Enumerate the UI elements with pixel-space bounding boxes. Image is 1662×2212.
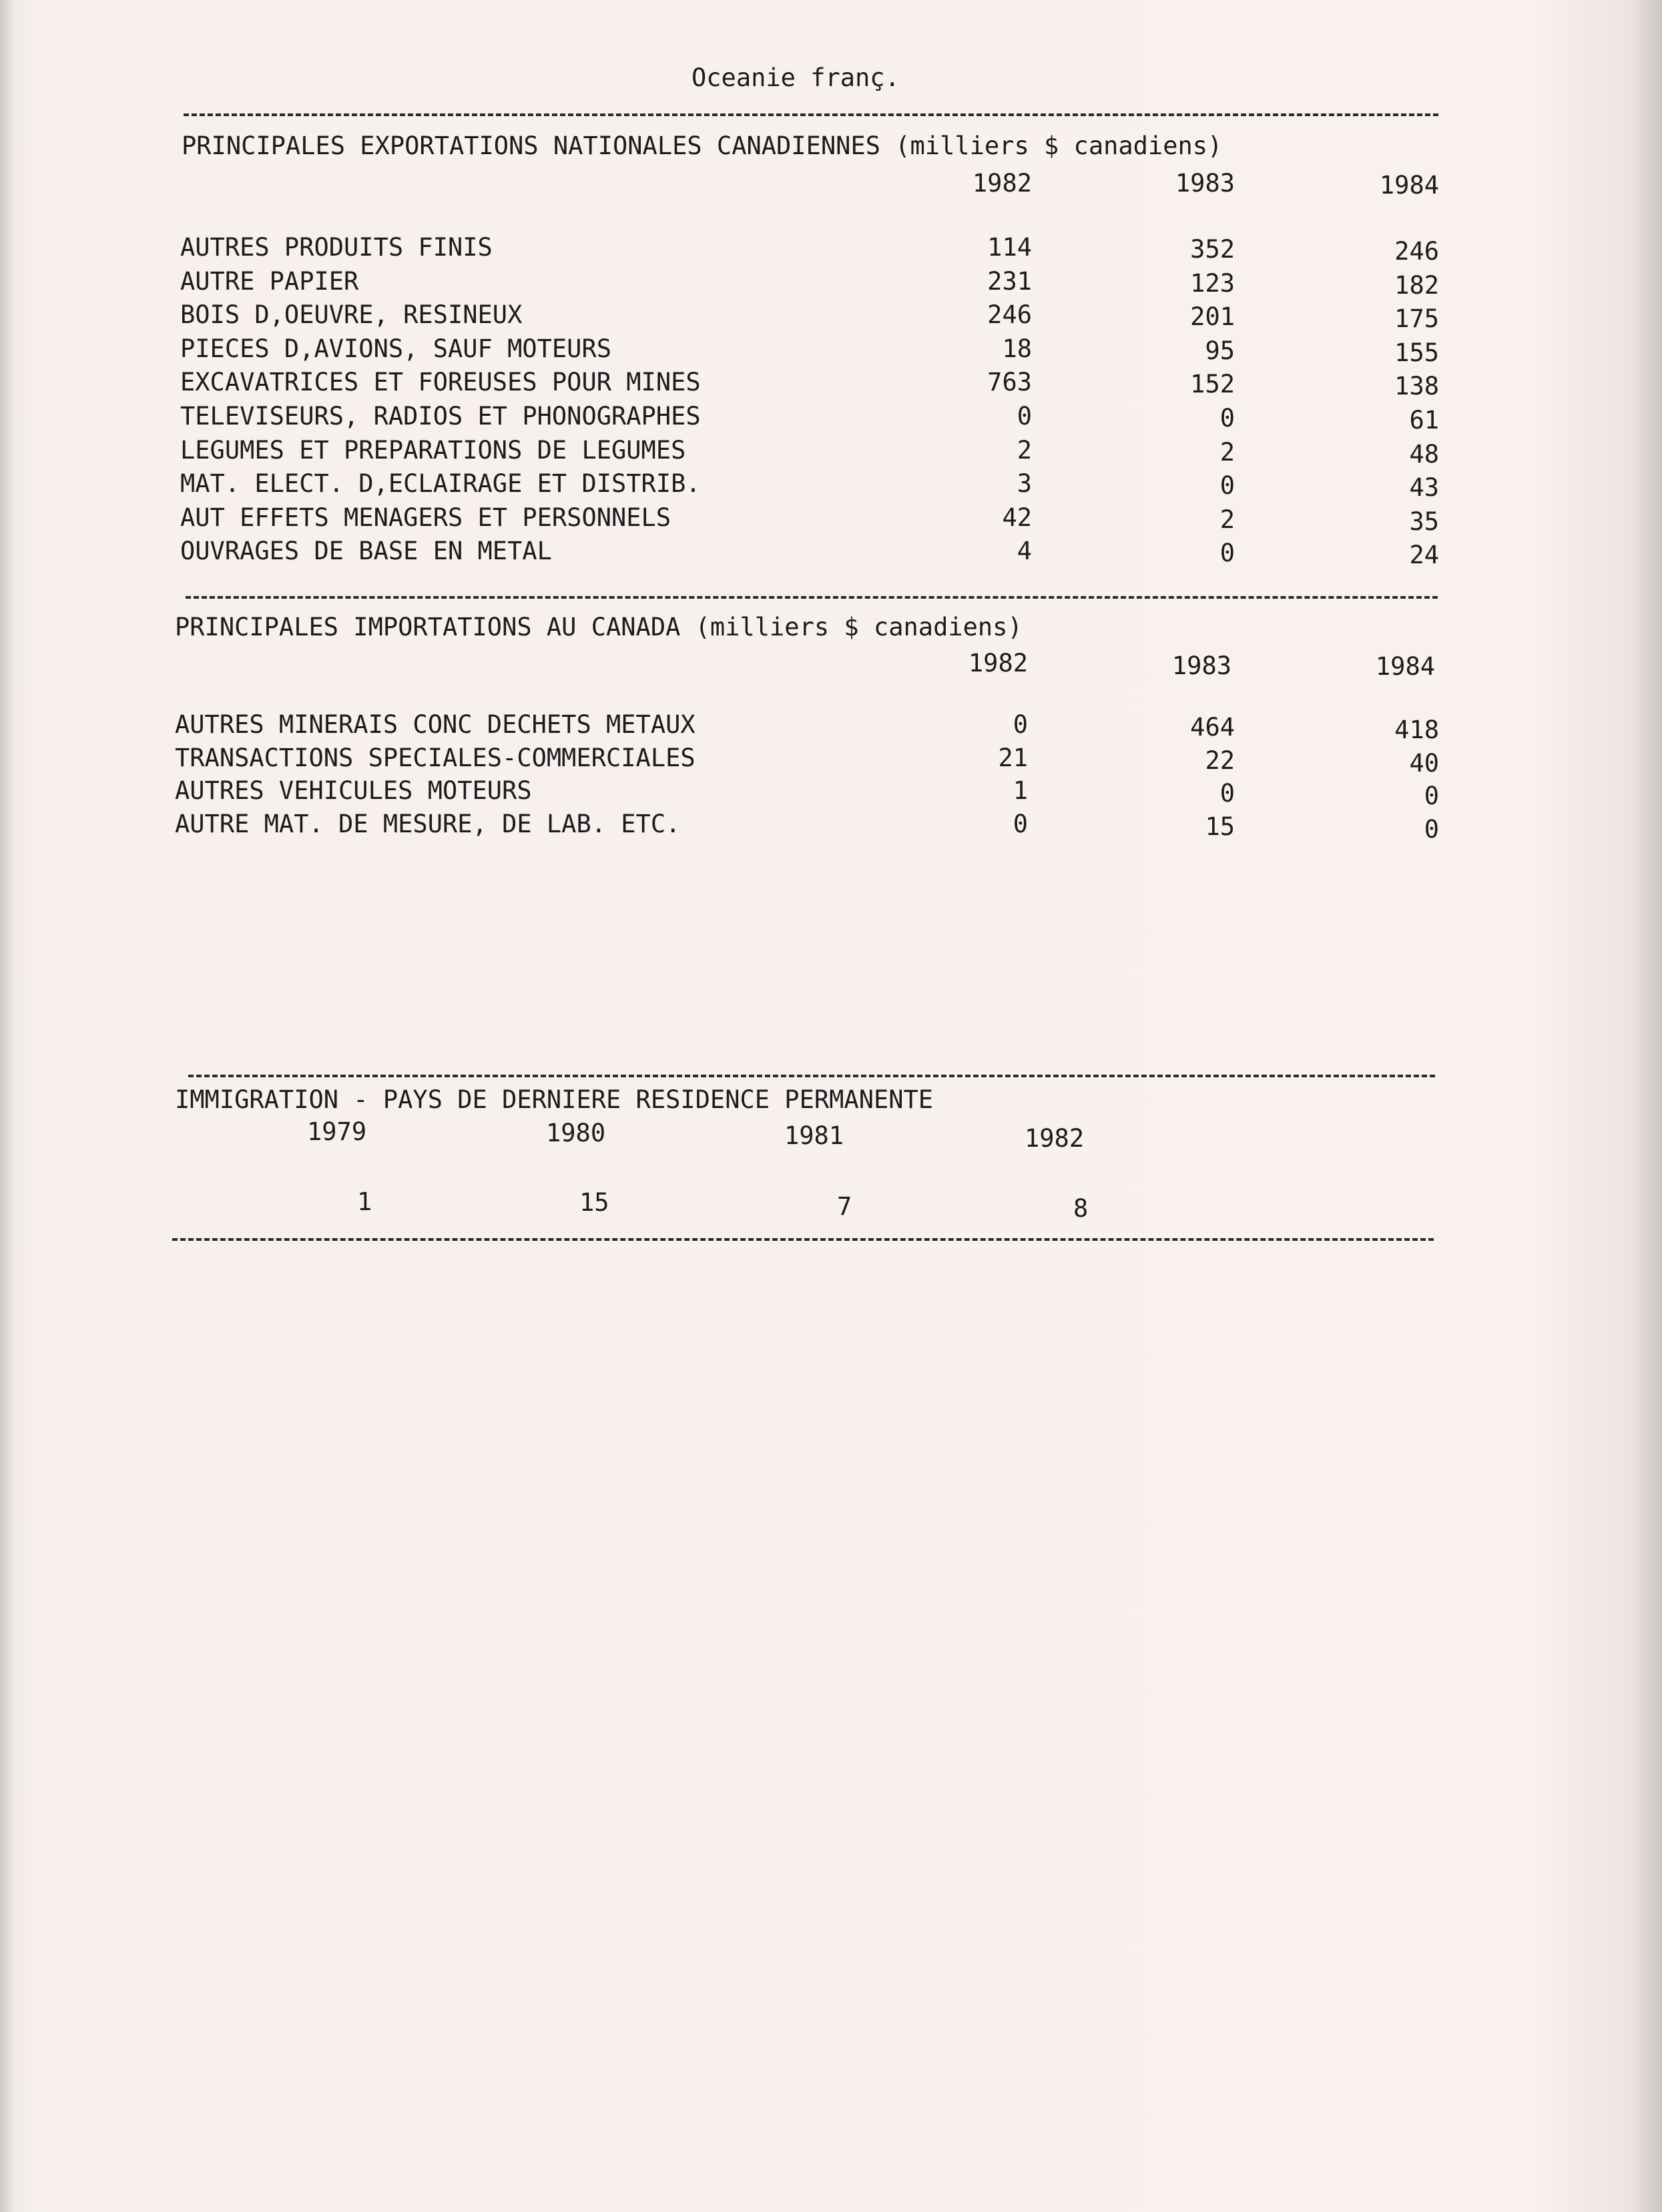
page-edge-right (1629, 0, 1662, 2212)
immigration-year-1982: 1982 (1025, 1124, 1085, 1153)
exports-title: PRINCIPALES EXPORTATIONS NATIONALES CANADIENNES (milliers $ canadiens) (182, 131, 1223, 160)
exports-year-1983: 1983 (1175, 169, 1235, 198)
immigration-value-1979: 1 (357, 1187, 372, 1216)
divider (184, 113, 1438, 116)
row-label: TELEVISEURS, RADIOS ET PHONOGRAPHES (180, 402, 701, 431)
row-label: AUT EFFETS MENAGERS ET PERSONNELS (180, 503, 671, 532)
row-value: 0 (1424, 782, 1439, 810)
row-value: 418 (1394, 716, 1439, 744)
row-value: 0 (1424, 814, 1439, 844)
imports-year-1983: 1983 (1171, 651, 1231, 680)
row-value: 763 (987, 368, 1032, 397)
row-value: 246 (987, 300, 1032, 330)
immigration-year-1981: 1981 (784, 1121, 844, 1150)
imports-year-1982: 1982 (968, 649, 1028, 677)
row-value: 175 (1394, 304, 1439, 334)
divider (172, 1238, 1434, 1241)
row-value: 0 (1219, 779, 1235, 808)
immigration-value-1980: 15 (579, 1188, 609, 1217)
row-value: 3 (1017, 469, 1032, 499)
exports-year-1982: 1982 (972, 169, 1032, 198)
row-value: 15 (1205, 812, 1235, 841)
row-label: BOIS D,OEUVRE, RESINEUX (180, 300, 523, 330)
immigration-value-1982: 8 (1073, 1194, 1089, 1223)
page-header: Oceanie franç. (691, 63, 900, 92)
row-value: 246 (1394, 237, 1439, 266)
row-value: 182 (1394, 270, 1439, 300)
immigration-year-1980: 1980 (546, 1119, 606, 1147)
row-value: 155 (1394, 338, 1439, 367)
divider (188, 1075, 1435, 1077)
row-value: 42 (1002, 503, 1032, 532)
row-value: 18 (1002, 334, 1032, 363)
row-label: AUTRES MINERAIS CONC DECHETS METAUX (175, 710, 696, 739)
row-value: 0 (1017, 402, 1032, 431)
row-value: 123 (1190, 268, 1235, 298)
row-value: 231 (987, 266, 1032, 296)
row-label: AUTRES VEHICULES MOTEURS (175, 776, 532, 805)
row-label: TRANSACTIONS SPECIALES-COMMERCIALES (175, 743, 696, 772)
row-value: 352 (1190, 235, 1235, 264)
row-value: 0 (1219, 471, 1235, 501)
row-value: 152 (1190, 370, 1235, 399)
row-value: 0 (1219, 539, 1235, 568)
row-value: 464 (1190, 713, 1235, 742)
row-label: EXCAVATRICES ET FOREUSES POUR MINES (180, 368, 701, 397)
imports-title: PRINCIPALES IMPORTATIONS AU CANADA (milliers $ canadiens) (175, 613, 1023, 641)
row-value: 4 (1017, 537, 1032, 566)
row-value: 0 (1013, 710, 1028, 739)
row-value: 24 (1409, 541, 1439, 570)
row-value: 2 (1219, 505, 1235, 534)
row-value: 1 (1013, 776, 1028, 805)
row-value: 61 (1409, 406, 1439, 435)
row-value: 2 (1219, 437, 1235, 467)
row-value: 114 (987, 233, 1032, 262)
row-label: AUTRES PRODUITS FINIS (180, 233, 493, 262)
immigration-year-1979: 1979 (307, 1117, 367, 1146)
row-value: 48 (1409, 439, 1439, 469)
immigration-value-1981: 7 (837, 1192, 852, 1221)
row-value: 138 (1394, 372, 1439, 401)
row-label: LEGUMES ET PREPARATIONS DE LEGUMES (180, 435, 686, 465)
row-value: 43 (1409, 473, 1439, 503)
row-label: MAT. ELECT. D,ECLAIRAGE ET DISTRIB. (180, 469, 701, 499)
row-label: PIECES D,AVIONS, SAUF MOTEURS (180, 334, 612, 363)
row-value: 35 (1409, 507, 1439, 536)
row-value: 201 (1190, 302, 1235, 332)
imports-year-1984: 1984 (1375, 652, 1435, 681)
divider (186, 596, 1438, 599)
row-label: OUVRAGES DE BASE EN METAL (180, 537, 552, 566)
page-edge-left (0, 0, 13, 2212)
row-value: 40 (1409, 748, 1439, 778)
row-value: 21 (998, 743, 1028, 772)
row-value: 22 (1205, 746, 1235, 775)
row-value: 95 (1205, 336, 1235, 365)
exports-year-1984: 1984 (1379, 171, 1439, 200)
row-label: AUTRE PAPIER (180, 266, 359, 296)
row-value: 2 (1017, 435, 1032, 465)
row-value: 0 (1219, 404, 1235, 433)
immigration-title: IMMIGRATION - PAYS DE DERNIERE RESIDENCE PERMANENTE (175, 1085, 934, 1114)
row-label: AUTRE MAT. DE MESURE, DE LAB. ETC. (175, 809, 681, 838)
row-value: 0 (1013, 809, 1028, 838)
